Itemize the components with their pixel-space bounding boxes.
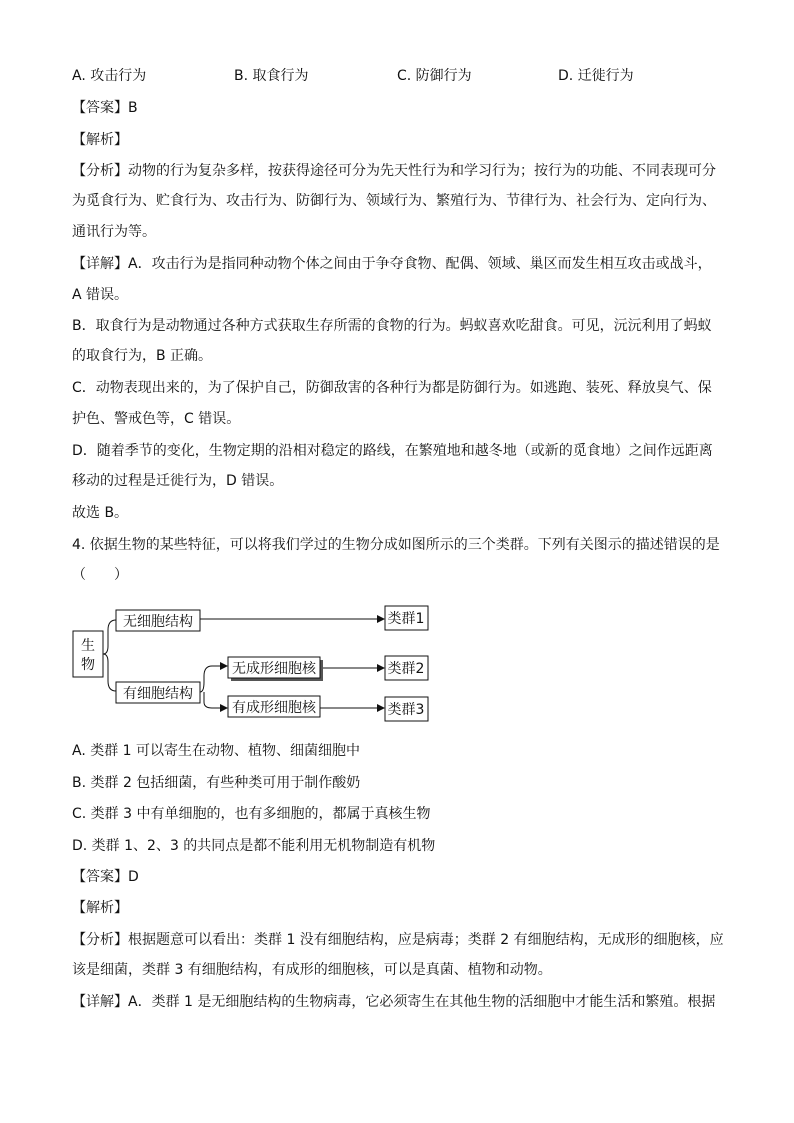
brace bbox=[103, 620, 116, 691]
sub-brace bbox=[200, 666, 212, 708]
root-label: 物 bbox=[81, 657, 95, 673]
q3-option-b: B. 取食行为 bbox=[234, 68, 309, 84]
q3-xiangjie-line: 的取食行为，B 正确。 bbox=[72, 348, 213, 364]
q3-fenxi-line: 【分析】动物的行为复杂多样，按获得途径可分为先天性行为和学习行为；按行为的功能、不同表现可分 bbox=[72, 163, 716, 179]
has-nucleus-label: 有成形细胞核 bbox=[232, 700, 316, 716]
q4-answer: 【答案】D bbox=[72, 869, 139, 885]
classification-diagram bbox=[72, 598, 432, 728]
q3-xiangjie-line: 护色、警戒色等，C 错误。 bbox=[72, 411, 241, 427]
q3-answer: 【答案】B bbox=[72, 100, 138, 116]
group3-label: 类群3 bbox=[387, 702, 425, 718]
group2-label: 类群2 bbox=[387, 661, 425, 677]
q4-option-a: A. 类群 1 可以寄生在动物、植物、细菌细胞中 bbox=[72, 743, 361, 759]
q3-option-c: C. 防御行为 bbox=[397, 68, 472, 84]
q3-xiangjie-line: B．取食行为是动物通过各种方式获取生存所需的食物的行为。蚂蚁喜欢吃甜食。可见，沅沅利用了蚂蚁 bbox=[72, 318, 712, 334]
q3-xiangjie-line: 【详解】A．攻击行为是指同种动物个体之间由于争夺食物、配偶、领域、巢区而发生相互攻击或战斗， bbox=[72, 256, 712, 272]
has-cell-label: 有细胞结构 bbox=[123, 686, 193, 702]
q3-options bbox=[72, 66, 732, 86]
q4-option-b: B. 类群 2 包括细菌，有些种类可用于制作酸奶 bbox=[72, 775, 361, 791]
q3-xiangjie-line: 移动的过程是迁徙行为，D 错误。 bbox=[72, 473, 284, 489]
q4-option-c: C. 类群 3 中有单细胞的，也有多细胞的，都属于真核生物 bbox=[72, 806, 431, 822]
no-nucleus-label: 无成形细胞核 bbox=[232, 661, 316, 677]
q3-fenxi-line: 通讯行为等。 bbox=[72, 224, 156, 240]
q3-analysis-label: 【解析】 bbox=[72, 132, 128, 148]
q3-option-d: D. 迁徙行为 bbox=[558, 68, 634, 84]
q4-fenxi-line: 该是细菌，类群 3 有细胞结构，有成形的细胞核，可以是真菌、植物和动物。 bbox=[72, 962, 552, 978]
root-label: 生 bbox=[81, 638, 95, 654]
q3-xiangjie-line: C．动物表现出来的，为了保护自己，防御敌害的各种行为都是防御行为。如逃跑、装死、释放臭气、保 bbox=[72, 380, 712, 396]
no-cell-label: 无细胞结构 bbox=[123, 614, 193, 630]
q4-xiangjie-line: 【详解】A．类群 1 是无细胞结构的生物病毒，它必须寄生在其他生物的活细胞中才能生活和繁殖。根据 bbox=[72, 994, 716, 1010]
q4-stem-line: 4. 依据生物的某些特征，可以将我们学过的生物分成如图所示的三个类群。下列有关图示的描述错误的是 bbox=[72, 537, 720, 553]
q4-option-d: D. 类群 1、2、3 的共同点是都不能利用无机物制造有机物 bbox=[72, 838, 436, 854]
group1-label: 类群1 bbox=[387, 611, 425, 627]
q4-fenxi-line: 【分析】根据题意可以看出：类群 1 没有细胞结构，应是病毒；类群 2 有细胞结构，无成形的细胞核，应 bbox=[72, 932, 724, 948]
q3-option-a: A. 攻击行为 bbox=[72, 68, 147, 84]
q3-xiangjie-line: D．随着季节的变化，生物定期的沿相对稳定的路线，在繁殖地和越冬地（或新的觅食地）之间作远距离 bbox=[72, 443, 713, 459]
q4-stem-line: （ ） bbox=[72, 567, 128, 583]
q3-xiangjie-line: 故选 B。 bbox=[72, 505, 129, 521]
q4-analysis-label: 【解析】 bbox=[72, 900, 128, 916]
q3-fenxi-line: 为觅食行为、贮食行为、攻击行为、防御行为、领域行为、繁殖行为、节律行为、社会行为、定向行为、 bbox=[72, 193, 716, 209]
q3-xiangjie-line: A 错误。 bbox=[72, 287, 129, 303]
